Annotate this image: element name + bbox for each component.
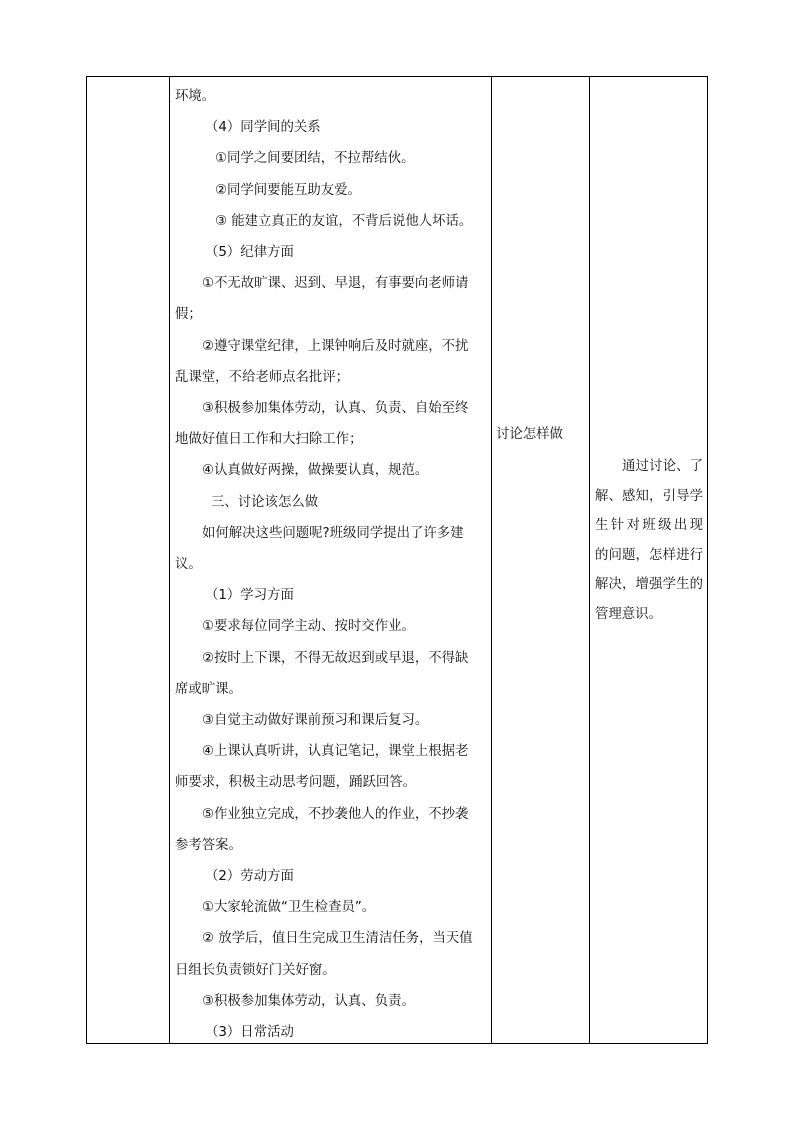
content-line: 师要求，积极主动思考问题，踊跃回答。 xyxy=(175,775,417,791)
content-line: ①同学之间要团结，不拉帮结伙。 xyxy=(215,151,415,167)
content-line: （2）劳动方面 xyxy=(205,869,294,885)
content-line: ⑤作业独立完成，不抄袭他人的作业，不抄袭 xyxy=(202,806,469,822)
content-line: 参考答案。 xyxy=(175,837,242,853)
content-line: （3）日常活动 xyxy=(205,1025,294,1041)
content-line: ③积极参加集体劳动，认真、负责、自始至终 xyxy=(202,401,469,417)
content-line: ①大家轮流做“卫生检查员”。 xyxy=(202,900,376,916)
content-line: ①不无故旷课、迟到、早退，有事要向老师请 xyxy=(202,276,469,292)
content-line: 乱课堂，不给老师点名批评； xyxy=(175,369,350,385)
content-line: （1）学习方面 xyxy=(205,588,294,604)
content-line: 假； xyxy=(175,307,202,323)
content-line: ④认真做好两操，做操要认真，规范。 xyxy=(202,463,429,479)
content-line: 三、讨论该怎么做 xyxy=(211,494,319,510)
content-line: （5）纪律方面 xyxy=(205,245,294,261)
content-line: ③积极参加集体劳动，认真、负责。 xyxy=(202,993,415,1009)
content-line: （4）同学间的关系 xyxy=(205,120,321,136)
content-line: 地做好值日工作和大扫除工作； xyxy=(175,432,363,448)
empty-stage-cell xyxy=(87,77,169,1043)
intent-text: 通过讨论、了解、感知，引导学生针对班级出现 的问题，怎样进行解决，增强学生的管理意识。 xyxy=(595,459,703,622)
teaching-method-cell xyxy=(491,77,589,1043)
content-line: ③ 能建立真正的友谊，不背后说他人坏话。 xyxy=(215,213,473,229)
lesson-plan-table xyxy=(86,76,708,1044)
content-line: ②同学间要能互助友爱。 xyxy=(215,182,361,198)
content-line: 环境。 xyxy=(175,89,216,104)
teaching-content-cell xyxy=(169,77,491,1043)
content-line: ③自觉主动做好课前预习和课后复习。 xyxy=(202,713,429,729)
content-line: ④上课认真听讲，认真记笔记，课堂上根据老 xyxy=(202,744,469,760)
content-line: ②按时上下课，不得无故迟到或早退，不得缺 xyxy=(202,650,469,666)
content-line: 如何解决这些问题呢?班级同学提出了许多建 xyxy=(202,525,464,541)
design-intent-cell xyxy=(589,77,709,1043)
content-line: ①要求每位同学主动、按时交作业。 xyxy=(202,619,415,635)
content-line: 席或旷课。 xyxy=(175,681,242,697)
content-line: ②遵守课堂纪律，上课钟响后及时就座，不扰 xyxy=(202,338,469,354)
content-line: 议。 xyxy=(175,557,202,573)
content-line: 日组长负责锁好门关好窗。 xyxy=(175,962,336,978)
content-line: ② 放学后，值日生完成卫生清洁任务，当天值 xyxy=(202,931,473,947)
method-text: 讨论怎样做 xyxy=(496,427,563,442)
